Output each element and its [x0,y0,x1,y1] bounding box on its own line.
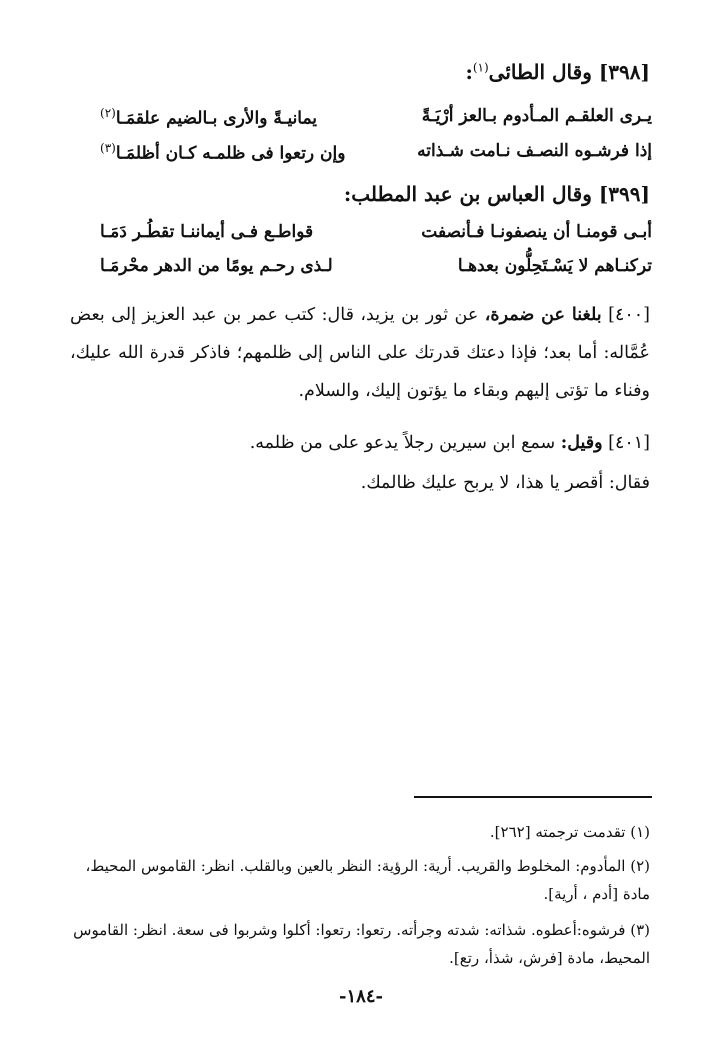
verse-first-hemistich: إذا فرشـوه النصـف نـامت شـذاته [417,141,652,161]
verse-second-hemistich: لـذى رحـم يومًا من الدهر محْرمَـا [100,256,333,276]
verse-first-hemistich: يـرى العلقـم المـأدوم بـالعز أرْيَـةً [421,106,652,126]
verse-line [100,141,652,171]
entry-401-reply: فقال: أقصر يا هذا، لا يربح عليك ظالمك. [360,473,650,493]
entry-398-colon: : [465,60,473,84]
verse-second-hemistich-text: يمانيـةً والأرى بـالضيم علقمَـا [115,108,318,129]
entry-401-paragraph [110,424,650,462]
entry-398-heading [465,60,650,84]
verse-second-hemistich-text: وإن رتعوا فى ظلمـه كـان أظلمَـا [115,143,346,164]
footnote-3: (٣) فرشوه:أعطوه. شذاته: شدته وجرأته. رتعوا: رتعوا: أكلوا وشربوا فى سعة. انظر: القاموس المحيط، مادة [فرش، شذأ، رتع]. [73,921,650,967]
verse-second-hemistich [100,141,345,164]
entry-401-number: [٤٠١] [608,433,650,453]
verse-first-hemistich: تركنـاهم لا يَسْـتَحِلُّون بعدهـا [457,256,652,276]
entry-400-text: عن ثور بن يزيد، قال: كتب عمر بن عبد العزيز إلى بعض عُمَّاله: أما بعد؛ فإذا دعتك قدرتك على الناس إلى ظلمهم؛ فاذكر قدرة الله عليك، وفناء ما تؤتى إليهم وبقاء ما يؤتون إليك، والسلام. [70,305,650,401]
entry-401-text: سمع ابن سيرين رجلاً يدعو على من ظلمه. [249,433,556,453]
footnote-ref-2: (٢) [100,106,116,120]
footnote-2: (٢) المأدوم: المخلوط والقريب. أرية: الرؤية: النظر بالعين وبالقلب. انظر: القاموس المحيط، مادة [أدم ، أرية]. [85,857,650,903]
entry-400-lead: بلغنا عن ضمرة، [484,305,602,325]
footnote-1: (١) تقدمت ترجمته [٢٦٢]. [489,823,650,841]
footnote-separator [414,796,652,798]
footnote-ref-1: (١) [472,60,489,75]
footnote-ref-3: (٣) [100,141,116,155]
page-number: -١٨٤- [339,986,383,1007]
verse-line [100,106,652,136]
entry-398-title: [٣٩٨] وقال الطائى [488,60,650,84]
entry-399-heading: [٣٩٩] وقال العباس بن عبد المطلب: [343,182,650,206]
entry-400-number: [٤٠٠] [608,305,650,325]
verse-second-hemistich [100,106,317,129]
verse-line [100,222,652,252]
verse-second-hemistich: قواطـع فـى أيماننـا تقطُـر دَمَـا [100,222,314,242]
verse-first-hemistich: أبـى قومنـا أن ينصفونـا فـأنصفت [421,222,652,242]
verse-line [100,256,652,286]
entry-400-paragraph [70,296,650,410]
entry-401-lead: وقيل: [560,433,603,453]
